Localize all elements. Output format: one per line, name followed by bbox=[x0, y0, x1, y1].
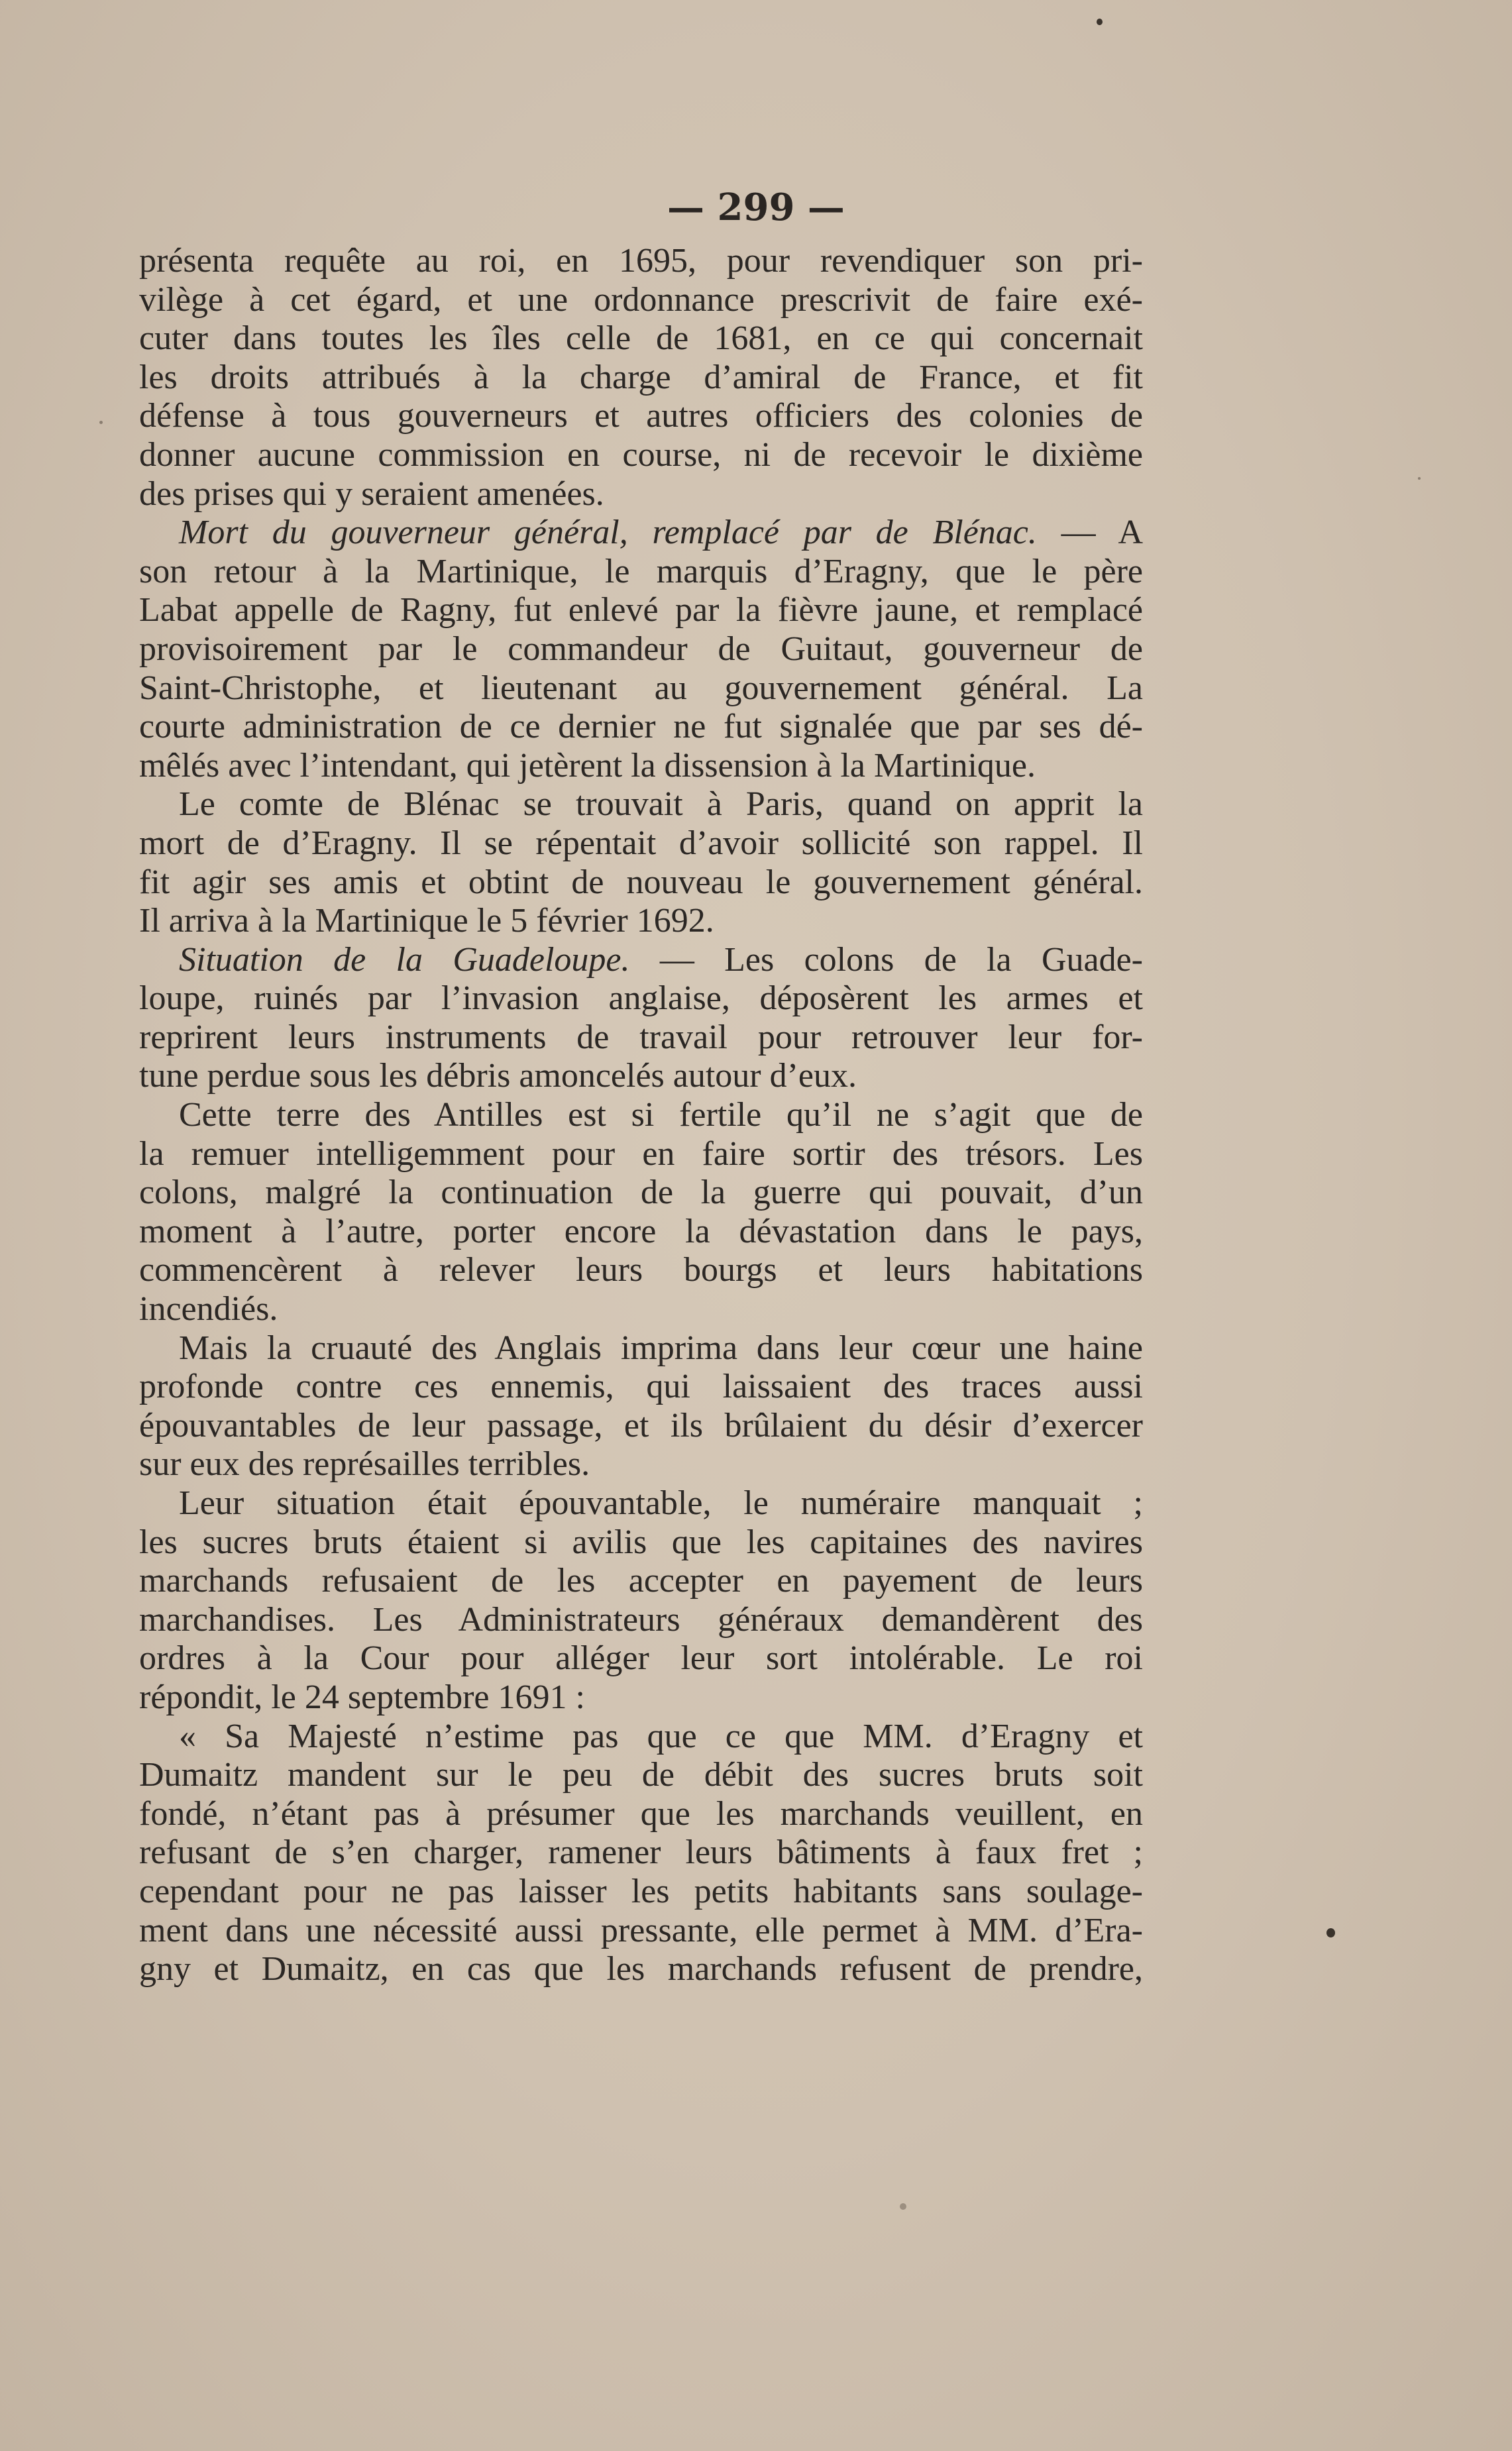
text-line bbox=[139, 747, 1143, 786]
line-text: mêlés avec l’intendant, qui jetèrent la dissension à la Martinique. bbox=[139, 746, 1036, 785]
text-line bbox=[139, 941, 1143, 980]
text-line bbox=[139, 1833, 1143, 1873]
text-line bbox=[139, 1329, 1143, 1368]
paper-speck bbox=[900, 2203, 906, 2210]
line-text: cuter dans toutes les îles celle de 1681, en ce qui concernait bbox=[139, 319, 1143, 358]
line-text: présenta requête au roi, en 1695, pour revendiquer son pri- bbox=[139, 242, 1143, 280]
text-line bbox=[139, 475, 1143, 514]
text-line bbox=[139, 1484, 1143, 1523]
line-text: Dumaitz mandent sur le peu de débit des sucres bruts soit bbox=[139, 1756, 1143, 1794]
line-text: épouvantables de leur passage, et ils brûlaient du désir d’exercer bbox=[139, 1406, 1143, 1444]
line-text: profonde contre ces ennemis, qui laissaient des traces aussi bbox=[139, 1368, 1143, 1406]
text-line bbox=[139, 1795, 1143, 1834]
text-line bbox=[139, 1950, 1143, 1989]
line-text: Labat appelle de Ragny, fut enlevé par la fièvre jaune, et remplacé bbox=[139, 591, 1143, 629]
text-line bbox=[139, 824, 1143, 863]
text-line bbox=[139, 1873, 1143, 1912]
line-text: les droits attribués à la charge d’amiral de France, et fit bbox=[139, 358, 1143, 396]
line-text: ordres à la Cour pour alléger leur sort intolérable. Le roi bbox=[139, 1639, 1143, 1678]
text-line bbox=[139, 1678, 1143, 1717]
paper-speck bbox=[1097, 19, 1103, 25]
line-text: les sucres bruts étaient si avilis que les capitaines des navires bbox=[139, 1523, 1143, 1561]
line-text: la remuer intelligemment pour en faire sortir des trésors. Les bbox=[139, 1134, 1143, 1173]
page-number: — 299 — bbox=[667, 186, 845, 229]
section-heading: Situation de la Guadeloupe. bbox=[179, 940, 630, 979]
text-line bbox=[139, 1523, 1143, 1562]
text-line bbox=[139, 1717, 1143, 1757]
text-line bbox=[139, 358, 1143, 398]
section-heading: Mort du gouverneur général, remplacé par de Blénac. bbox=[179, 514, 1037, 552]
line-text: vilège à cet égard, et une ordonnance prescrivit de faire exé- bbox=[139, 280, 1143, 319]
line-text: Leur situation était épouvantable, le numéraire manquait ; bbox=[179, 1484, 1143, 1522]
line-text: des prises qui y seraient amenées. bbox=[139, 474, 604, 513]
text-line bbox=[139, 1445, 1143, 1484]
line-text: moment à l’autre, porter encore la dévastation dans le pays, bbox=[139, 1212, 1143, 1250]
text-line bbox=[139, 1912, 1143, 1951]
text-line bbox=[139, 242, 1143, 281]
line-text: marchands refusaient de les accepter en payement de leurs bbox=[139, 1562, 1143, 1600]
text-line bbox=[139, 669, 1143, 708]
text-line bbox=[139, 1251, 1143, 1290]
text-line bbox=[139, 514, 1143, 553]
text-line bbox=[139, 397, 1143, 436]
line-text: — Les colons de la Guade- bbox=[629, 940, 1144, 979]
text-line bbox=[139, 1756, 1143, 1795]
paper-speck bbox=[1326, 1928, 1335, 1937]
line-text: défense à tous gouverneurs et autres officiers des colonies de bbox=[139, 397, 1143, 435]
line-text: incendiés. bbox=[139, 1290, 278, 1329]
line-text: son retour à la Martinique, le marquis d’Eragny, que le père bbox=[139, 552, 1143, 590]
line-text: ment dans une nécessité aussi pressante, elle permet à MM. d’Era- bbox=[139, 1911, 1143, 1949]
line-text: colons, malgré la continuation de la guerre qui pouvait, d’un bbox=[139, 1173, 1143, 1212]
line-text: Mais la cruauté des Anglais imprima dans leur cœur une haine bbox=[179, 1329, 1143, 1367]
text-line bbox=[139, 708, 1143, 747]
line-text: fondé, n’étant pas à présumer que les marchands veuillent, en bbox=[139, 1794, 1143, 1833]
line-text: loupe, ruinés par l’invasion anglaise, déposèrent les armes et bbox=[139, 979, 1143, 1018]
line-text: « Sa Majesté n’estime pas que ce que MM. d’Eragny et bbox=[179, 1717, 1143, 1755]
line-text: commencèrent à relever leurs bourgs et leurs habitations bbox=[139, 1251, 1143, 1289]
text-line bbox=[139, 863, 1143, 902]
text-line bbox=[139, 1173, 1143, 1213]
text-line bbox=[139, 1096, 1143, 1135]
text-line bbox=[139, 1290, 1143, 1329]
text-line bbox=[139, 1639, 1143, 1678]
line-text: marchandises. Les Administrateurs généraux demandèrent des bbox=[139, 1600, 1143, 1639]
line-text: cependant pour ne pas laisser les petits habitants sans soulage- bbox=[139, 1872, 1143, 1910]
text-line bbox=[139, 1562, 1143, 1601]
line-text: gny et Dumaitz, en cas que les marchands refusent de prendre, bbox=[139, 1950, 1143, 1988]
body-text bbox=[139, 242, 1143, 1989]
text-line bbox=[139, 1135, 1143, 1174]
line-text: reprirent leurs instruments de travail pour retrouver leur for- bbox=[139, 1018, 1143, 1056]
text-line bbox=[139, 436, 1143, 475]
line-text: Saint-Christophe, et lieutenant au gouvernement général. La bbox=[139, 669, 1143, 707]
paper-speck bbox=[1418, 477, 1421, 480]
line-text: Il arriva à la Martinique le 5 février 1692. bbox=[139, 902, 714, 940]
line-text: courte administration de ce dernier ne fut signalée que par ses dé- bbox=[139, 708, 1143, 746]
paper-speck bbox=[99, 421, 103, 424]
line-text: mort de d’Eragny. Il se répentait d’avoir sollicité son rappel. Il bbox=[139, 824, 1143, 862]
text-line bbox=[139, 785, 1143, 824]
text-line bbox=[139, 281, 1143, 320]
line-text: sur eux des représailles terribles. bbox=[139, 1445, 590, 1484]
line-text: Cette terre des Antilles est si fertile qu’il ne s’agit que de bbox=[179, 1096, 1143, 1134]
line-text: tune perdue sous les débris amoncelés autour d’eux. bbox=[139, 1057, 857, 1095]
text-line bbox=[139, 630, 1143, 669]
line-text: donner aucune commission en course, ni de recevoir le dixième bbox=[139, 435, 1143, 474]
text-line bbox=[139, 1057, 1143, 1096]
text-line bbox=[139, 1018, 1143, 1058]
text-line bbox=[139, 319, 1143, 358]
text-line bbox=[139, 1213, 1143, 1252]
text-line bbox=[139, 1601, 1143, 1640]
line-text: refusant de s’en charger, ramener leurs bâtiments à faux fret ; bbox=[139, 1833, 1143, 1872]
line-text: Le comte de Blénac se trouvait à Paris, quand on apprit la bbox=[179, 785, 1143, 824]
text-line bbox=[139, 1368, 1143, 1407]
line-text: fit agir ses amis et obtint de nouveau le gouvernement général. bbox=[139, 863, 1143, 901]
text-line bbox=[139, 1407, 1143, 1446]
line-text: provisoirement par le commandeur de Guitaut, gouverneur de bbox=[139, 629, 1143, 668]
line-text: — A bbox=[1036, 514, 1143, 552]
text-line bbox=[139, 553, 1143, 592]
line-text: répondit, le 24 septembre 1691 : bbox=[139, 1678, 585, 1716]
text-line bbox=[139, 979, 1143, 1018]
text-line bbox=[139, 902, 1143, 941]
text-line bbox=[139, 591, 1143, 630]
